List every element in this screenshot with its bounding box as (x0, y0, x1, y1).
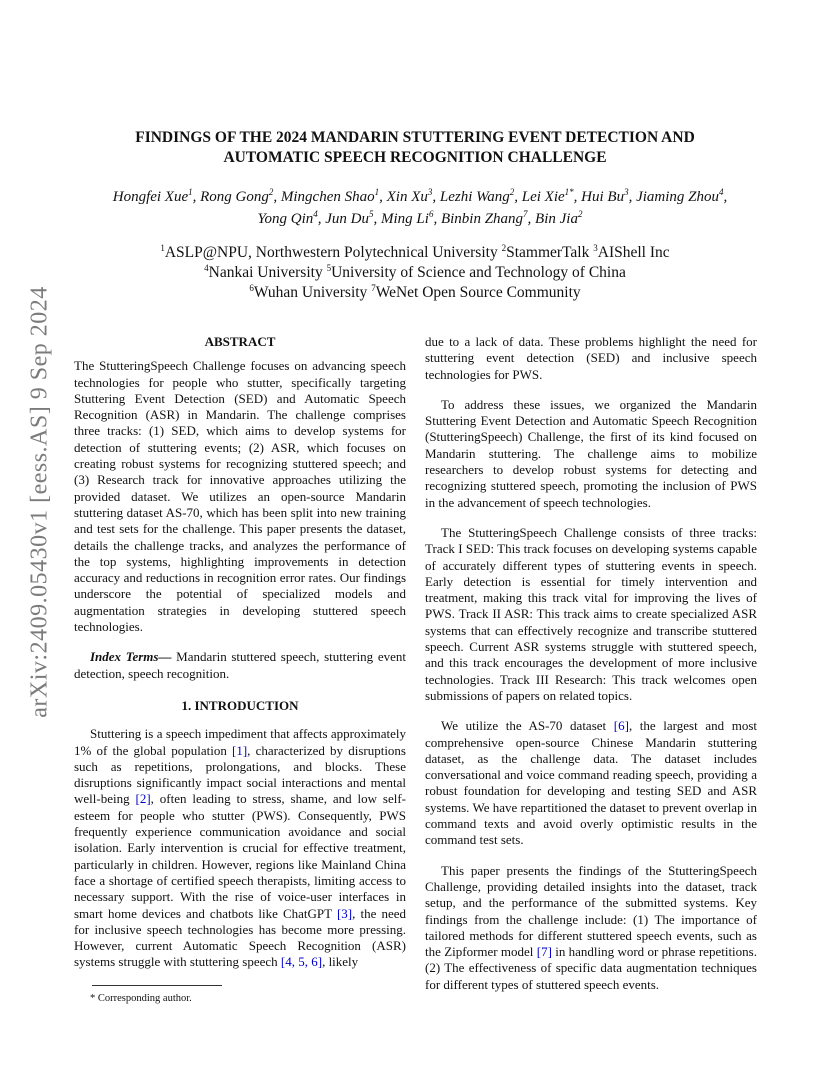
affiliation-line-3: $^6$Wuhan University $^7$WeNet Open Source Community (249, 282, 581, 301)
footnote-rule (92, 985, 222, 986)
citation-link[interactable]: [4, 5, 6] (280, 954, 323, 970)
arxiv-stamp: arXiv:2409.05430v1 [eess.AS] 9 Sep 2024 (26, 286, 53, 718)
title-line-2: AUTOMATIC SPEECH RECOGNITION CHALLENGE (223, 149, 607, 166)
author: Binbin Zhang$^7$, (440, 209, 536, 227)
author: Yong Qin$^4$, (257, 209, 326, 227)
affiliation-line-1: $^1$ASLP@NPU, Northwestern Polytechnical University $^2$StammerTalk $^3$AIShell Inc (160, 242, 670, 261)
author: Rong Gong$^2$, (200, 187, 281, 205)
intro-paragraph: Stuttering is a speech impediment that affects approximately 1% of the global population [1], characterized by disruptions such as repetitions, prolongations, and blocks. These disruptions significantly impact social interactions and mental well-being [2], often leading to stress, shame, and low self-esteem for people who stutter (PWS). Consequently, PWS frequently experience communication avoidance and social isolation. Early intervention is crucial for effective treatment, particularly in children. However, regions like Mainland China face a shortage of certified speech therapists, limiting access to necessary support. With the rise of voice-user interfaces in smart home devices and chatbots like ChatGPT [3], the need for inclusive speech technologies has become more pressing. However, current Automatic Speech Recognition (ASR) systems struggle with stuttering speech [4, 5, 6], likely (74, 726, 407, 970)
abstract-text: The StutteringSpeech Challenge focuses on advancing speech technologies for people who stutter, specifically targeting Stuttering Event Detection (SED) and Automatic Speech Recognition (ASR) in Mandarin. The challenge comprises three tracks: (1) SED, which aims to develop systems for detection of stuttering events; (2) ASR, which focuses on creating robust systems for recognizing stuttered speech; and (3) Research track for innovative approaches utilizing the provided dataset. We utilizes an open-source Mandarin stuttering dataset AS-70, which has been split into new training and test sets for the challenge. This paper presents the dataset, details the challenge tracks, and analyzes the performance of the top systems, highlighting improvements in detection accuracy and reductions in recognition error rates. Our findings underscore the potential of specialized models and augmentation strategies in developing stuttered speech technologies. (74, 358, 406, 635)
title-line-1: FINDINGS OF THE 2024 MANDARIN STUTTERING EVENT DETECTION AND (135, 129, 695, 146)
author: Mingchen Shao$^1$, (280, 187, 387, 205)
section-heading-introduction: 1. INTRODUCTION (181, 697, 299, 713)
paragraph: We utilize the AS-70 dataset [6], the largest and most comprehensive open-source Chinese Mandarin stuttering dataset, as the challenge data. The dataset includes conversational and voice command reading speech, providing a robust foundation for developing and testing SED and ASR systems. We have repartitioned the dataset to prevent overlap in command texts and avoid overly optimistic results in the command test sets. (425, 718, 757, 848)
paragraph: due to a lack of data. These problems highlight the need for stuttering event detection (SED) and inclusive speech technologies for PWS. (425, 334, 757, 382)
author: Hui Bu$^3$, (581, 187, 637, 205)
citation-link[interactable]: [7] (536, 944, 552, 960)
index-terms (74, 649, 406, 682)
author: Hongfei Xue$^1$, (112, 187, 201, 205)
left-column (74, 334, 406, 1019)
footnote: * Corresponding author. (90, 992, 192, 1004)
affiliation-line-2: $^4$Nankai University $^5$University of Science and Technology of China (204, 262, 626, 281)
paragraph: This paper presents the findings of the StutteringSpeech Challenge, providing detailed insights into the dataset, track setup, and the performance of the submitted systems. Key findings from the challenge include: (1) The importance of tailored methods for different stuttered speech events, such as the Zipformer model [7] in handling word or phrase repetitions. (2) The effectiveness of specific data augmentation techniques for different types of stuttered speech events. (425, 862, 757, 992)
index-terms-label: Index Terms— (90, 649, 172, 665)
author: Jun Du$^5$, (325, 209, 382, 227)
author: Xin Xu$^3$, (386, 187, 440, 205)
index-terms-text: Mandarin stuttered speech, stuttering event detection, speech recognition. (74, 649, 406, 681)
citation-link[interactable]: [6] (613, 718, 629, 734)
paragraph: The StutteringSpeech Challenge consists of three tracks: Track I SED: This track focuses on developing systems capable of accurately different types of stuttering events in speech. Early detection is essential for timely intervention and treatment, making this track vital for improving the lives of PWS. Track II ASR: This track aims to create specialized ASR systems that can effectively recognize and transcribe stuttered speech. Current ASR systems struggle with stuttered speech, and this track encourages the development of more inclusive technologies. Track III Research: This track welcomes open submissions of papers on related topics. (425, 524, 757, 703)
author: Lezhi Wang$^2$, (439, 187, 522, 205)
paragraph: To address these issues, we organized the Mandarin Stuttering Event Detection and Automatic Speech Recognition (StutteringSpeech) Challenge, the first of its kind focused on Mandarin stuttering. The challenge aims to mobilize researchers to develop robust systems for detecting and recognizing stuttered speech, promoting the inclusion of PWS in the advancement of speech technologies. (425, 396, 757, 510)
author: Bin Jia$^2$ (535, 209, 583, 227)
citation-link[interactable]: [3] (336, 905, 353, 921)
author: Ming Li$^6$, (381, 209, 441, 227)
author: Jiaming Zhou$^4$, (636, 187, 728, 205)
author: Lei Xie$^{1*}$, (521, 187, 582, 205)
right-column (425, 334, 757, 1007)
citation-link[interactable]: [1] (232, 742, 248, 758)
affiliations (90, 243, 740, 303)
author-list (80, 186, 760, 230)
citation-link[interactable]: [2] (135, 791, 151, 807)
abstract-heading: ABSTRACT (204, 334, 276, 349)
paper-title (90, 128, 740, 168)
